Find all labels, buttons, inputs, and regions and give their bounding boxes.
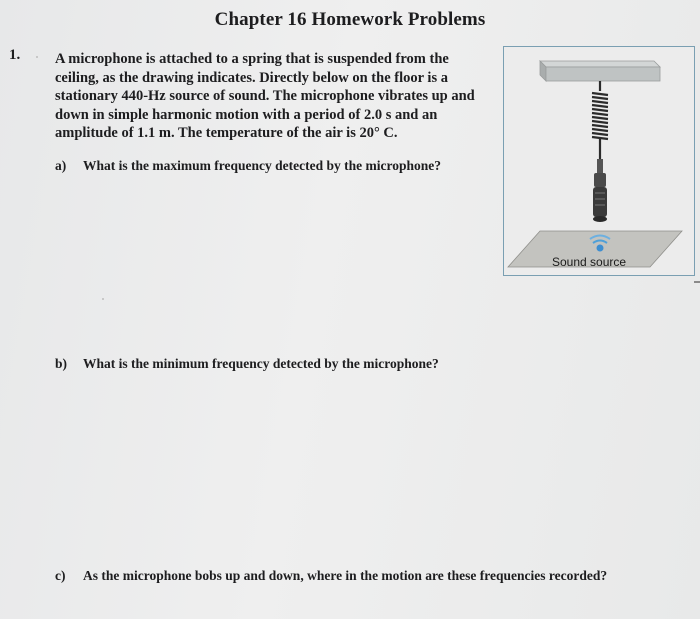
question-a xyxy=(55,158,441,174)
problem-line: amplitude of 1.1 m. The temperature of the air is 20° C. xyxy=(55,125,398,141)
question-b xyxy=(55,356,439,372)
problem-line: ceiling, as the drawing indicates. Directly below on the floor is a xyxy=(55,69,448,86)
figure-drawing xyxy=(504,47,694,275)
divider xyxy=(694,281,700,283)
paper-speck xyxy=(102,298,104,300)
problem-line: A microphone is attached to a spring that is suspended from the xyxy=(55,51,449,67)
question-b-text: What is the minimum frequency detected by the microphone? xyxy=(83,356,439,371)
question-c-letter: c) xyxy=(55,568,66,583)
question-c-text: As the microphone bobs up and down, where in the motion are these frequencies recorded? xyxy=(83,568,608,583)
sound-source-label: Sound source xyxy=(552,255,627,269)
problem-line: down in simple harmonic motion with a period of 2.0 s and an xyxy=(55,106,438,123)
spring xyxy=(592,81,608,159)
microphone xyxy=(593,159,607,222)
problem-line: stationary 440-Hz source of sound. The microphone vibrates up and xyxy=(55,88,475,104)
page-title: Chapter 16 Homework Problems xyxy=(214,9,486,30)
microphone-spring-figure xyxy=(503,46,695,276)
question-a-letter: a) xyxy=(55,158,67,173)
question-c xyxy=(55,568,607,584)
question-b-letter: b) xyxy=(55,356,68,371)
problem-number: 1. xyxy=(9,47,21,63)
paper-speck xyxy=(36,56,38,58)
question-a-text: What is the maximum frequency detected by the microphone? xyxy=(83,158,441,173)
problem-statement xyxy=(55,50,500,143)
ceiling-bar xyxy=(540,61,660,81)
